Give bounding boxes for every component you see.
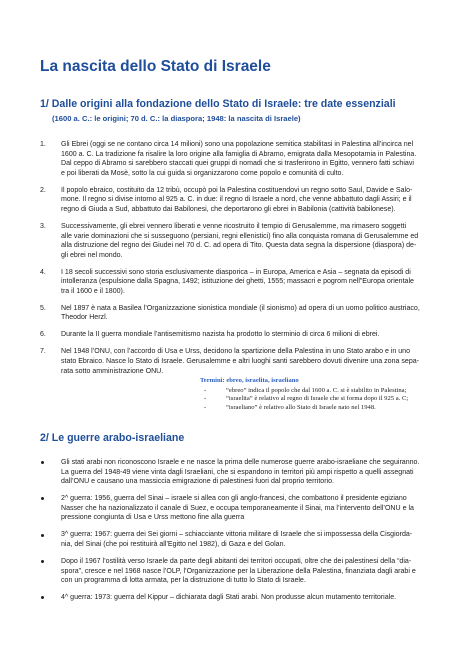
section2-item — [40, 557, 440, 586]
item-number: 1. — [40, 141, 46, 148]
item-text-line: tra il 1600 e il 1800). — [61, 287, 125, 295]
item-text-line: 4^ guerra: 1973: guerra del Kippur – dichiarata dagli Stati arabi. Non produsse alcun mutamento territoriale. — [61, 594, 397, 602]
terms-heading: Termini: ebreo, israelita, israeliano — [200, 377, 299, 384]
section2-item — [40, 494, 440, 523]
item-text-line: alle varie dominazioni che si susseguono (persiani, regni ellenistici) fino alla conquista romana di Gerusalemme ed — [61, 232, 419, 240]
section1-item — [40, 222, 440, 260]
item-text-line: I 18 secoli successivi sono storia esclusivamente diasporica – in Europa, America e Asia – segnata da episodi di — [61, 268, 411, 276]
item-text-line: rata sotto amministrazione ONU. — [61, 367, 164, 375]
item-text-line: Successivamente, gli ebrei vennero liberati e venne ricostruito il tempio di Gerusalemme, ma rimasero soggetti — [61, 222, 407, 230]
section-1-heading — [40, 98, 396, 123]
item-text-line: Nel 1948 l’ONU, con l’accordo di Usa e Urss, decidono la spartizione della Palestina in uno Stato arabo e in uno — [61, 348, 411, 356]
section1-item — [40, 347, 440, 376]
section2-item — [40, 593, 440, 603]
bullet-icon — [41, 497, 44, 500]
item-number: 2. — [40, 186, 46, 194]
item-text-line: Il popolo ebraico, costituito da 12 tribù, occupò poi la Palestina costituendovi un regno sotto Saul, Davide e Salo- — [61, 186, 413, 194]
item-text-line: Dopo il 1967 l’ostilità verso Israele da parte degli abitanti dei territori occupati, oltre che dei palestinesi della “dia- — [61, 557, 412, 565]
bullet-icon — [41, 596, 44, 599]
section1-item — [40, 304, 440, 323]
section1-item — [40, 268, 440, 297]
term-row — [190, 404, 440, 413]
item-text-line: La guerra del 1948-49 viene vinta dagli Israeliani, che si espandono in territori più ampi rispetto a quelli assegnati — [61, 468, 414, 476]
bullet-icon — [41, 560, 44, 563]
item-text-line: alla distruzione del regno dei Giudei nel 70 d. C. ad opera di Tito. Questa data segna la dispersione (diaspora) de- — [61, 242, 417, 250]
item-number: 5. — [40, 304, 46, 312]
bullet-icon — [41, 461, 44, 464]
term-row — [190, 395, 440, 404]
item-text-line: intolleranza (espulsione dalla Spagna, 1492; istituzione dei ghetti, 1555; massacri e pogrom nell”Europa orientale — [61, 278, 414, 286]
page-title: La nascita dello Stato di Israele — [40, 58, 271, 75]
term-text: “israeliano” è relativo allo Stato di Israele nato nel 1948. — [226, 403, 376, 411]
section2-item — [40, 530, 440, 549]
item-text-line: nia, del Sinai (che poi restituirà all’Egitto nel 1982), di Gaza e del Golan. — [61, 540, 286, 548]
dash-icon: - — [204, 386, 207, 394]
item-text-line: Dal ceppo di Abramo si sarebbero staccati quei gruppi di nomadi che si trasferirono in Egitto, vennero fatti schiavi — [61, 160, 414, 168]
section1-item — [40, 330, 440, 340]
item-text-line: regno di Giuda a Sud, abbattuto dai Babilonesi, che deportarono gli ebrei in Babilonia (cattività babilonese). — [61, 205, 396, 213]
item-text-line: mone. Il regno si divise intorno al 925 a. C. in due: il regno di Israele a nord, che venne abbattuto dagli Assiri; e il — [61, 196, 412, 204]
section-2-list — [40, 458, 440, 610]
item-text-line: gli ebrei nel mondo. — [61, 251, 123, 259]
section-1-list — [40, 140, 440, 384]
item-text-line: e poi liberati da Mosè, sotto la cui guida si organizzarono come popolo e comunità di culto. — [61, 169, 344, 177]
bullet-icon — [41, 534, 44, 537]
item-number: 3. — [40, 222, 46, 230]
item-text-line: Durante la II guerra mondiale l’antisemitismo nazista ha prodotto lo sterminio di circa 6 milioni di ebrei. — [61, 331, 380, 339]
section2-item — [40, 458, 440, 487]
section-2-heading: 2/ Le guerre arabo-israeliane — [40, 432, 185, 444]
item-text-line: spora”, cresce e nel 1968 nasce l’OLP, l’Organizzazione per la Liberazione della Palestina, finanziata dagli arabi e — [61, 567, 416, 575]
item-text-line: stato Ebraico. Nasce lo Stato di Israele. Gerusalemme e altri luoghi santi sarebbero dovuti divenire una zona sepa- — [61, 358, 420, 366]
item-text-line: pressione congiunta di Usa e Urss mettono fine alla guerra — [61, 514, 245, 522]
item-text-line: Nasser che ha nazionalizzato il canale di Suez, e occupa temporaneamente il Sinai, ma l’intervento dell’ONU e la — [61, 504, 414, 512]
dash-icon: - — [204, 395, 207, 403]
item-text-line: 1600 a. C. La tradizione fa risalire la loro origine alla famiglia di Abramo, emigrata dalla Mesopotamia in Palestina. — [61, 150, 417, 158]
term-text: “israelita” è relativo al regno di Israele che si forma dopo il 925 a. C; — [226, 395, 409, 403]
item-number: 4. — [40, 268, 46, 276]
terms-box — [190, 377, 440, 412]
term-row — [190, 387, 440, 396]
item-text-line: 2^ guerra: 1956, guerra del Sinai – israele si allea con gli anglo-francesi, che combattono il presidente egiziano — [61, 495, 407, 503]
item-number: 7. — [40, 348, 46, 356]
section-1-subheading: (1600 a. C.: le origini; 70 d. C.: la diaspora; 1948: la nascita di Israele) — [52, 114, 301, 123]
section-1-heading-text: 1/ Dalle origini alla fondazione dello Stato di Israele: tre date essenziali — [40, 98, 396, 110]
section1-item — [40, 140, 440, 178]
item-text-line: dall’ONU e causano una massiccia emigrazione di palestinesi fuori dal proprio territorio. — [61, 478, 335, 486]
item-text-line: Theodor Herzl. — [61, 314, 108, 322]
item-text-line: Gli stati arabi non riconoscono Israele e ne nasce la prima delle numerose guerre arabo-israeliane che seguiranno. — [61, 459, 420, 466]
dash-icon: - — [204, 403, 207, 411]
item-text-line: Gli Ebrei (oggi se ne contano circa 14 milioni) sono una popolazione semitica stabilitasi in Palestina all’incirca nel — [61, 141, 414, 148]
item-text-line: con un programma di lotta armata, per la distruzione di tutto lo Stato di Israele. — [61, 577, 306, 585]
section1-item — [40, 186, 440, 215]
term-text: “ebreo” indica il popolo che dal 1600 a. C. si è stabilito in Palestina; — [226, 386, 407, 394]
item-number: 6. — [40, 331, 46, 339]
item-text-line: 3^ guerra: 1967: guerra dei Sei giorni – schiacciante vittoria militare di Israele che si impossessa della Cisgiorda- — [61, 531, 413, 539]
item-text-line: Nel 1897 è nata a Basilea l’Organizzazione sionistica mondiale (il sionismo) ad opera di un uomo politico austriaco, — [61, 304, 420, 312]
